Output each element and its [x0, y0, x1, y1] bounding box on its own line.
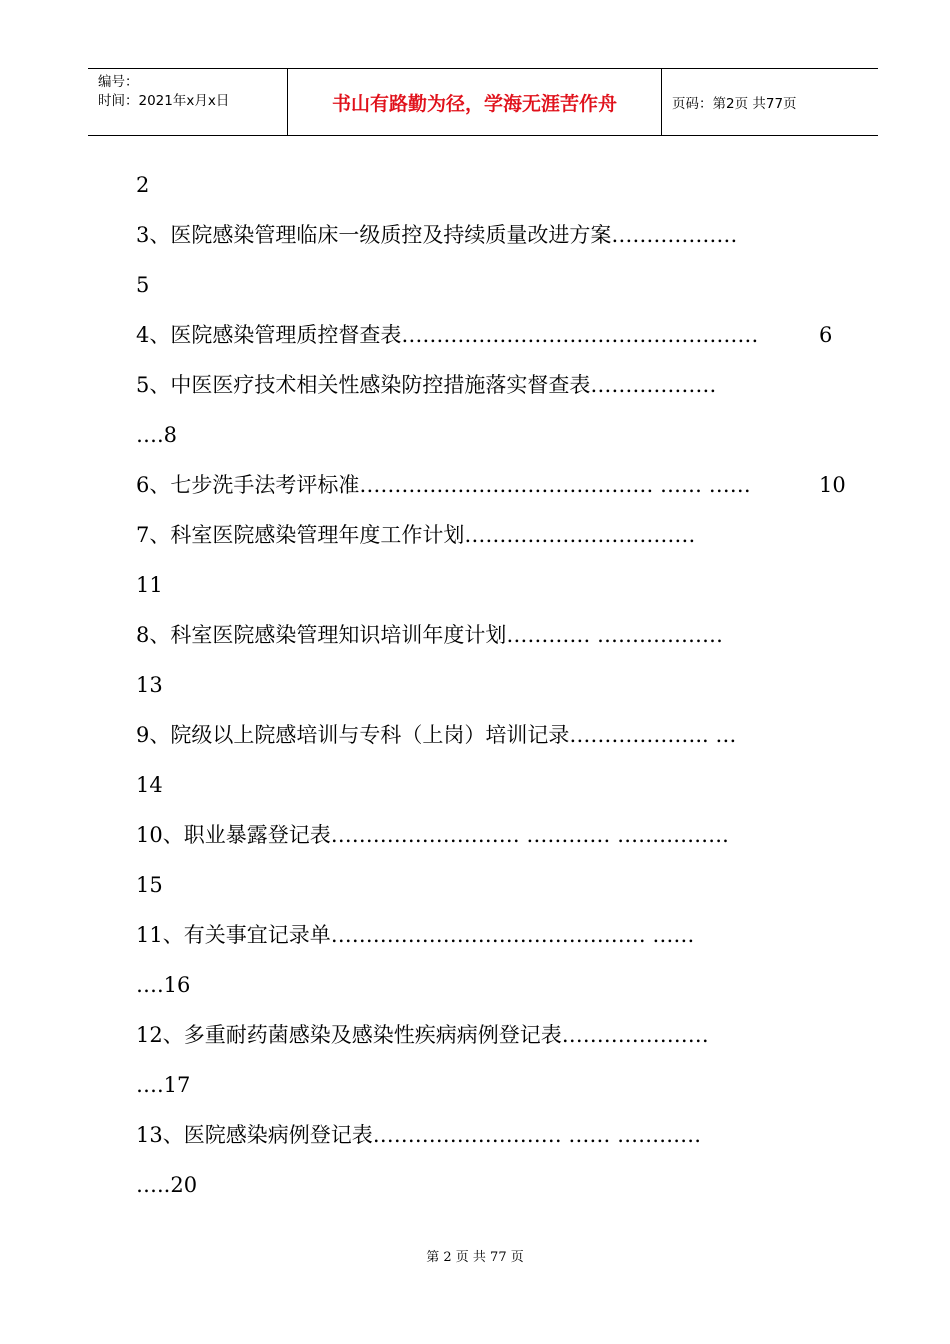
toc-line [136, 260, 856, 310]
toc-line-text: 6、七步洗手法考评标准…………………………………… …… …… [136, 473, 751, 497]
toc-line-text: 13 [136, 673, 163, 697]
header-number-label: 编号： [98, 74, 139, 90]
toc-line [136, 760, 856, 810]
toc-line-text: 13、医院感染病例登记表……………………… …… ………… [136, 1123, 702, 1147]
toc-line [136, 710, 856, 760]
toc-line [136, 310, 856, 360]
toc-page-number: 6 [819, 323, 833, 347]
toc-line [136, 1010, 856, 1060]
header-meta [88, 69, 288, 135]
toc-line-text: 14 [136, 773, 163, 797]
toc-line-text: 2 [136, 173, 150, 197]
toc-line [136, 1060, 856, 1110]
toc-line-text: ….8 [136, 423, 178, 447]
toc-line-text: 8、科室医院感染管理知识培训年度计划………… ……………… [136, 623, 724, 647]
toc-line [136, 660, 856, 710]
page-header [88, 68, 878, 136]
toc-line-text: ….16 [136, 973, 191, 997]
table-of-contents [136, 160, 856, 1210]
toc-line-text: 12、多重耐药菌感染及感染性疾病病例登记表………………… [136, 1023, 709, 1047]
toc-line-text: 15 [136, 873, 163, 897]
toc-line [136, 810, 856, 860]
toc-line-text: 4、医院感染管理质控督查表…………………………………………… [136, 323, 759, 347]
toc-page-number: 10 [819, 473, 846, 497]
toc-line [136, 610, 856, 660]
header-page-info: 页码：第2页 共77页 [672, 96, 797, 112]
toc-line-text: 11 [136, 573, 163, 597]
toc-line-text: ….17 [136, 1073, 191, 1097]
toc-line [136, 160, 856, 210]
toc-line-text: 3、医院感染管理临床一级质控及持续质量改进方案……………… [136, 223, 738, 247]
toc-line-text: 5 [136, 273, 150, 297]
header-motto: 书山有路勤为径，学海无涯苦作舟 [288, 69, 662, 135]
toc-line [136, 460, 856, 510]
toc-line-text: 10、职业暴露登记表……………………… ………… ……………. [136, 823, 729, 847]
toc-line [136, 410, 856, 460]
toc-line [136, 1110, 856, 1160]
toc-line [136, 860, 856, 910]
header-time-label: 时间：2021年x月x日 [98, 93, 230, 109]
toc-line [136, 210, 856, 260]
toc-line-text: 9、院级以上院感培训与专科（上岗）培训记录……………….. … [136, 723, 737, 747]
page-footer: 第 2 页 共 77 页 [426, 1250, 524, 1265]
toc-line [136, 510, 856, 560]
toc-line [136, 960, 856, 1010]
toc-line [136, 1160, 856, 1210]
toc-line-text: …..20 [136, 1173, 198, 1197]
toc-line-text: 11、有关事宜记录单……………………………………… …… [136, 923, 695, 947]
toc-line [136, 910, 856, 960]
toc-line [136, 560, 856, 610]
toc-line-text: 7、科室医院感染管理年度工作计划…………………………… [136, 523, 696, 547]
toc-line [136, 360, 856, 410]
toc-line-text: 5、中医医疗技术相关性感染防控措施落实督查表……………… [136, 373, 717, 397]
